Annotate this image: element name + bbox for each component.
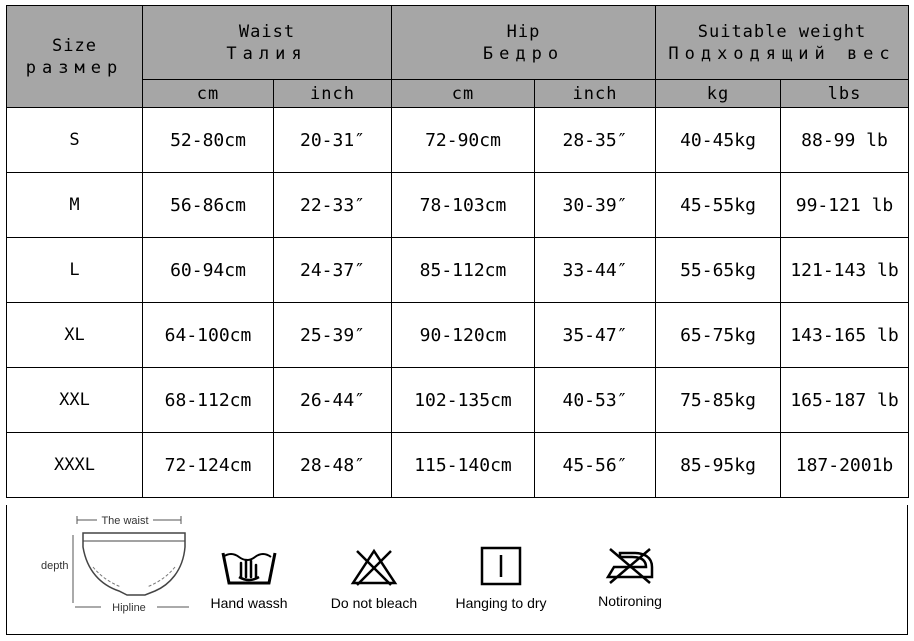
weight-header-ru: Подходящий вес: [668, 43, 896, 64]
hip-header-en: Hip: [506, 21, 541, 42]
waist-cm-cell: 60-94cm: [143, 238, 274, 303]
hanging-dry-icon: [479, 545, 523, 587]
waist-cm-cell: 72-124cm: [143, 433, 274, 498]
care-do-not-bleach: [319, 547, 429, 611]
table-row: [7, 368, 909, 433]
waist-inch-cell: 28-48″: [274, 433, 392, 498]
weight-lbs-cell: 187-2001b: [781, 433, 909, 498]
care-label: Hanging to dry: [455, 595, 547, 611]
hipline-label: Hipline: [112, 602, 146, 614]
care-hand-wash: [199, 547, 299, 611]
care-label: Do not bleach: [330, 595, 418, 611]
weight-lbs-cell: 143-165 lb: [781, 303, 909, 368]
care-no-iron: [575, 545, 685, 609]
waist-label: The waist: [101, 515, 149, 527]
hip-cm-cell: 90-120cm: [392, 303, 535, 368]
depth-label: depth: [41, 560, 69, 572]
waist-header-ru: Талия: [226, 43, 308, 64]
waist-header-en: Waist: [238, 21, 296, 42]
size-cell: XXL: [7, 368, 143, 433]
size-header-ru: размер: [25, 57, 124, 78]
weight-kg-cell: 40-45kg: [656, 108, 781, 173]
care-label: Hand wassh: [210, 595, 288, 611]
table-row: [7, 173, 909, 238]
unit-hip-inch: inch: [535, 80, 656, 108]
hip-cm-cell: 72-90cm: [392, 108, 535, 173]
weight-kg-cell: 45-55kg: [656, 173, 781, 238]
size-header: [7, 6, 143, 108]
weight-kg-cell: 55-65kg: [656, 238, 781, 303]
waist-inch-cell: 24-37″: [274, 238, 392, 303]
header-row: [7, 6, 909, 80]
hip-inch-cell: 45-56″: [535, 433, 656, 498]
size-cell: L: [7, 238, 143, 303]
do-not-bleach-icon: [349, 547, 399, 587]
table-row: [7, 433, 909, 498]
size-cell: XXXL: [7, 433, 143, 498]
size-cell: S: [7, 108, 143, 173]
waist-inch-cell: 25-39″: [274, 303, 392, 368]
hip-header-ru: Бедро: [482, 43, 565, 64]
size-table: [6, 5, 909, 498]
size-cell: XL: [7, 303, 143, 368]
care-panel: [6, 505, 908, 635]
hip-inch-cell: 40-53″: [535, 368, 656, 433]
weight-kg-cell: 75-85kg: [656, 368, 781, 433]
weight-lbs-cell: 88-99 lb: [781, 108, 909, 173]
waist-cm-cell: 64-100cm: [143, 303, 274, 368]
measurement-diagram: [35, 511, 195, 615]
unit-waist-inch: inch: [274, 80, 392, 108]
table-row: [7, 303, 909, 368]
size-header-en: Size: [52, 35, 97, 56]
unit-row: [7, 80, 909, 108]
waist-header: [143, 6, 392, 80]
weight-lbs-cell: 121-143 lb: [781, 238, 909, 303]
briefs-diagram-icon: [35, 511, 195, 615]
unit-weight-lbs: lbs: [781, 80, 909, 108]
waist-inch-cell: 22-33″: [274, 173, 392, 238]
hip-cm-cell: 85-112cm: [392, 238, 535, 303]
unit-waist-cm: cm: [143, 80, 274, 108]
hip-cm-cell: 102-135cm: [392, 368, 535, 433]
no-iron-icon: [604, 545, 656, 585]
unit-hip-cm: cm: [392, 80, 535, 108]
hip-inch-cell: 28-35″: [535, 108, 656, 173]
weight-kg-cell: 85-95kg: [656, 433, 781, 498]
weight-header: [656, 6, 909, 80]
hip-cm-cell: 78-103cm: [392, 173, 535, 238]
care-label: Notironing: [598, 593, 662, 609]
waist-inch-cell: 20-31″: [274, 108, 392, 173]
size-chart: [6, 5, 908, 498]
size-cell: M: [7, 173, 143, 238]
hand-wash-icon: [219, 547, 279, 587]
unit-weight-kg: kg: [656, 80, 781, 108]
waist-cm-cell: 56-86cm: [143, 173, 274, 238]
weight-kg-cell: 65-75kg: [656, 303, 781, 368]
waist-cm-cell: 52-80cm: [143, 108, 274, 173]
waist-inch-cell: 26-44″: [274, 368, 392, 433]
hip-inch-cell: 33-44″: [535, 238, 656, 303]
hip-inch-cell: 35-47″: [535, 303, 656, 368]
table-row: [7, 108, 909, 173]
hip-header: [392, 6, 656, 80]
weight-lbs-cell: 99-121 lb: [781, 173, 909, 238]
weight-header-en: Suitable weight: [697, 21, 867, 42]
care-hanging-dry: [441, 545, 561, 611]
hip-inch-cell: 30-39″: [535, 173, 656, 238]
hip-cm-cell: 115-140cm: [392, 433, 535, 498]
waist-cm-cell: 68-112cm: [143, 368, 274, 433]
weight-lbs-cell: 165-187 lb: [781, 368, 909, 433]
table-row: [7, 238, 909, 303]
